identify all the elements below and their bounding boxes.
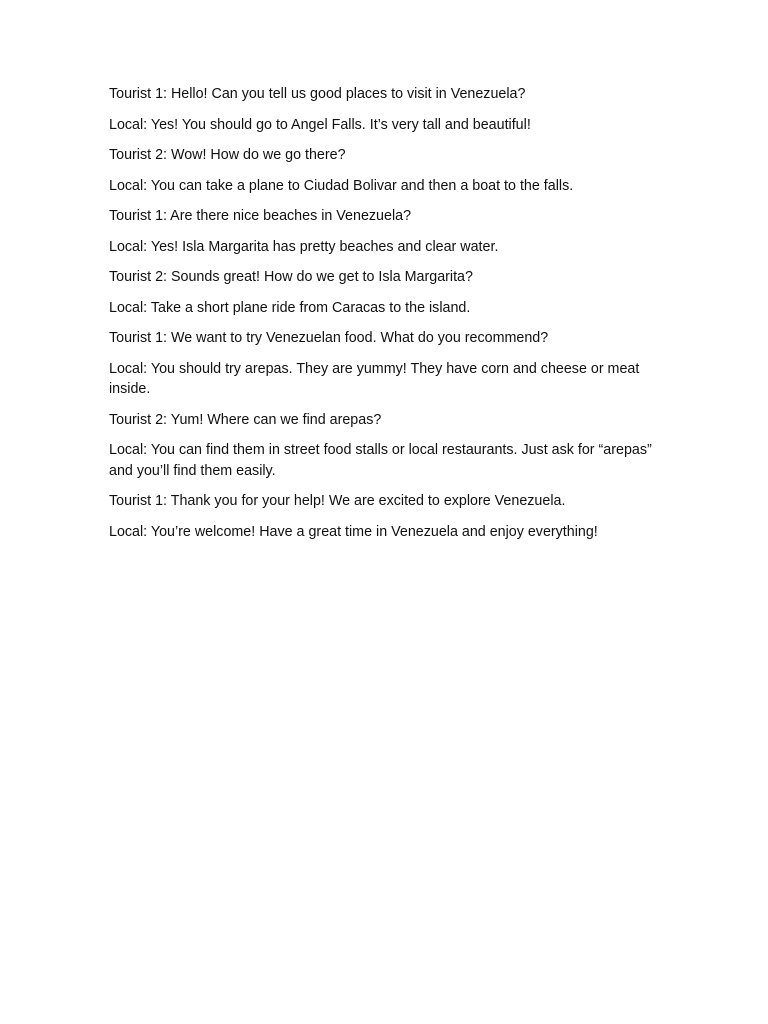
dialogue-line: Tourist 2: Yum! Where can we find arepas? — [109, 411, 382, 428]
dialogue-line: Tourist 1: Are there nice beaches in Venezuela? — [109, 208, 412, 224]
dialogue-line: Tourist 2: Sounds great! How do we get to Isla Margarita? — [109, 269, 473, 285]
dialogue-line: Tourist 1: Hello! Can you tell us good places to visit in Venezuela? — [109, 86, 526, 102]
dialogue-line: Tourist 2: Wow! How do we go there? — [109, 147, 346, 163]
dialogue-line: Local: Yes! Isla Margarita has pretty beaches and clear water. — [109, 238, 499, 255]
dialogue-line: Tourist 1: We want to try Venezuelan food. What do you recommend? — [109, 330, 549, 346]
dialogue-text — [109, 84, 661, 552]
dialogue-line: Local: Take a short plane ride from Caracas to the island. — [109, 299, 471, 316]
dialogue-line: Tourist 1: Thank you for your help! We are excited to explore Venezuela. — [109, 493, 566, 509]
dialogue-line: Local: You can find them in street food stalls or local restaurants. Just ask for “arepas” and you’ll find them easily. — [109, 442, 652, 479]
dialogue-line: Local: Yes! You should go to Angel Falls. It’s very tall and beautiful! — [109, 116, 531, 133]
dialogue-line: Local: You should try arepas. They are yummy! They have corn and cheese or meat inside. — [109, 360, 640, 397]
dialogue-line: Local: You’re welcome! Have a great time in Venezuela and enjoy everything! — [109, 523, 598, 540]
dialogue-line: Local: You can take a plane to Ciudad Bolivar and then a boat to the falls. — [109, 177, 574, 194]
